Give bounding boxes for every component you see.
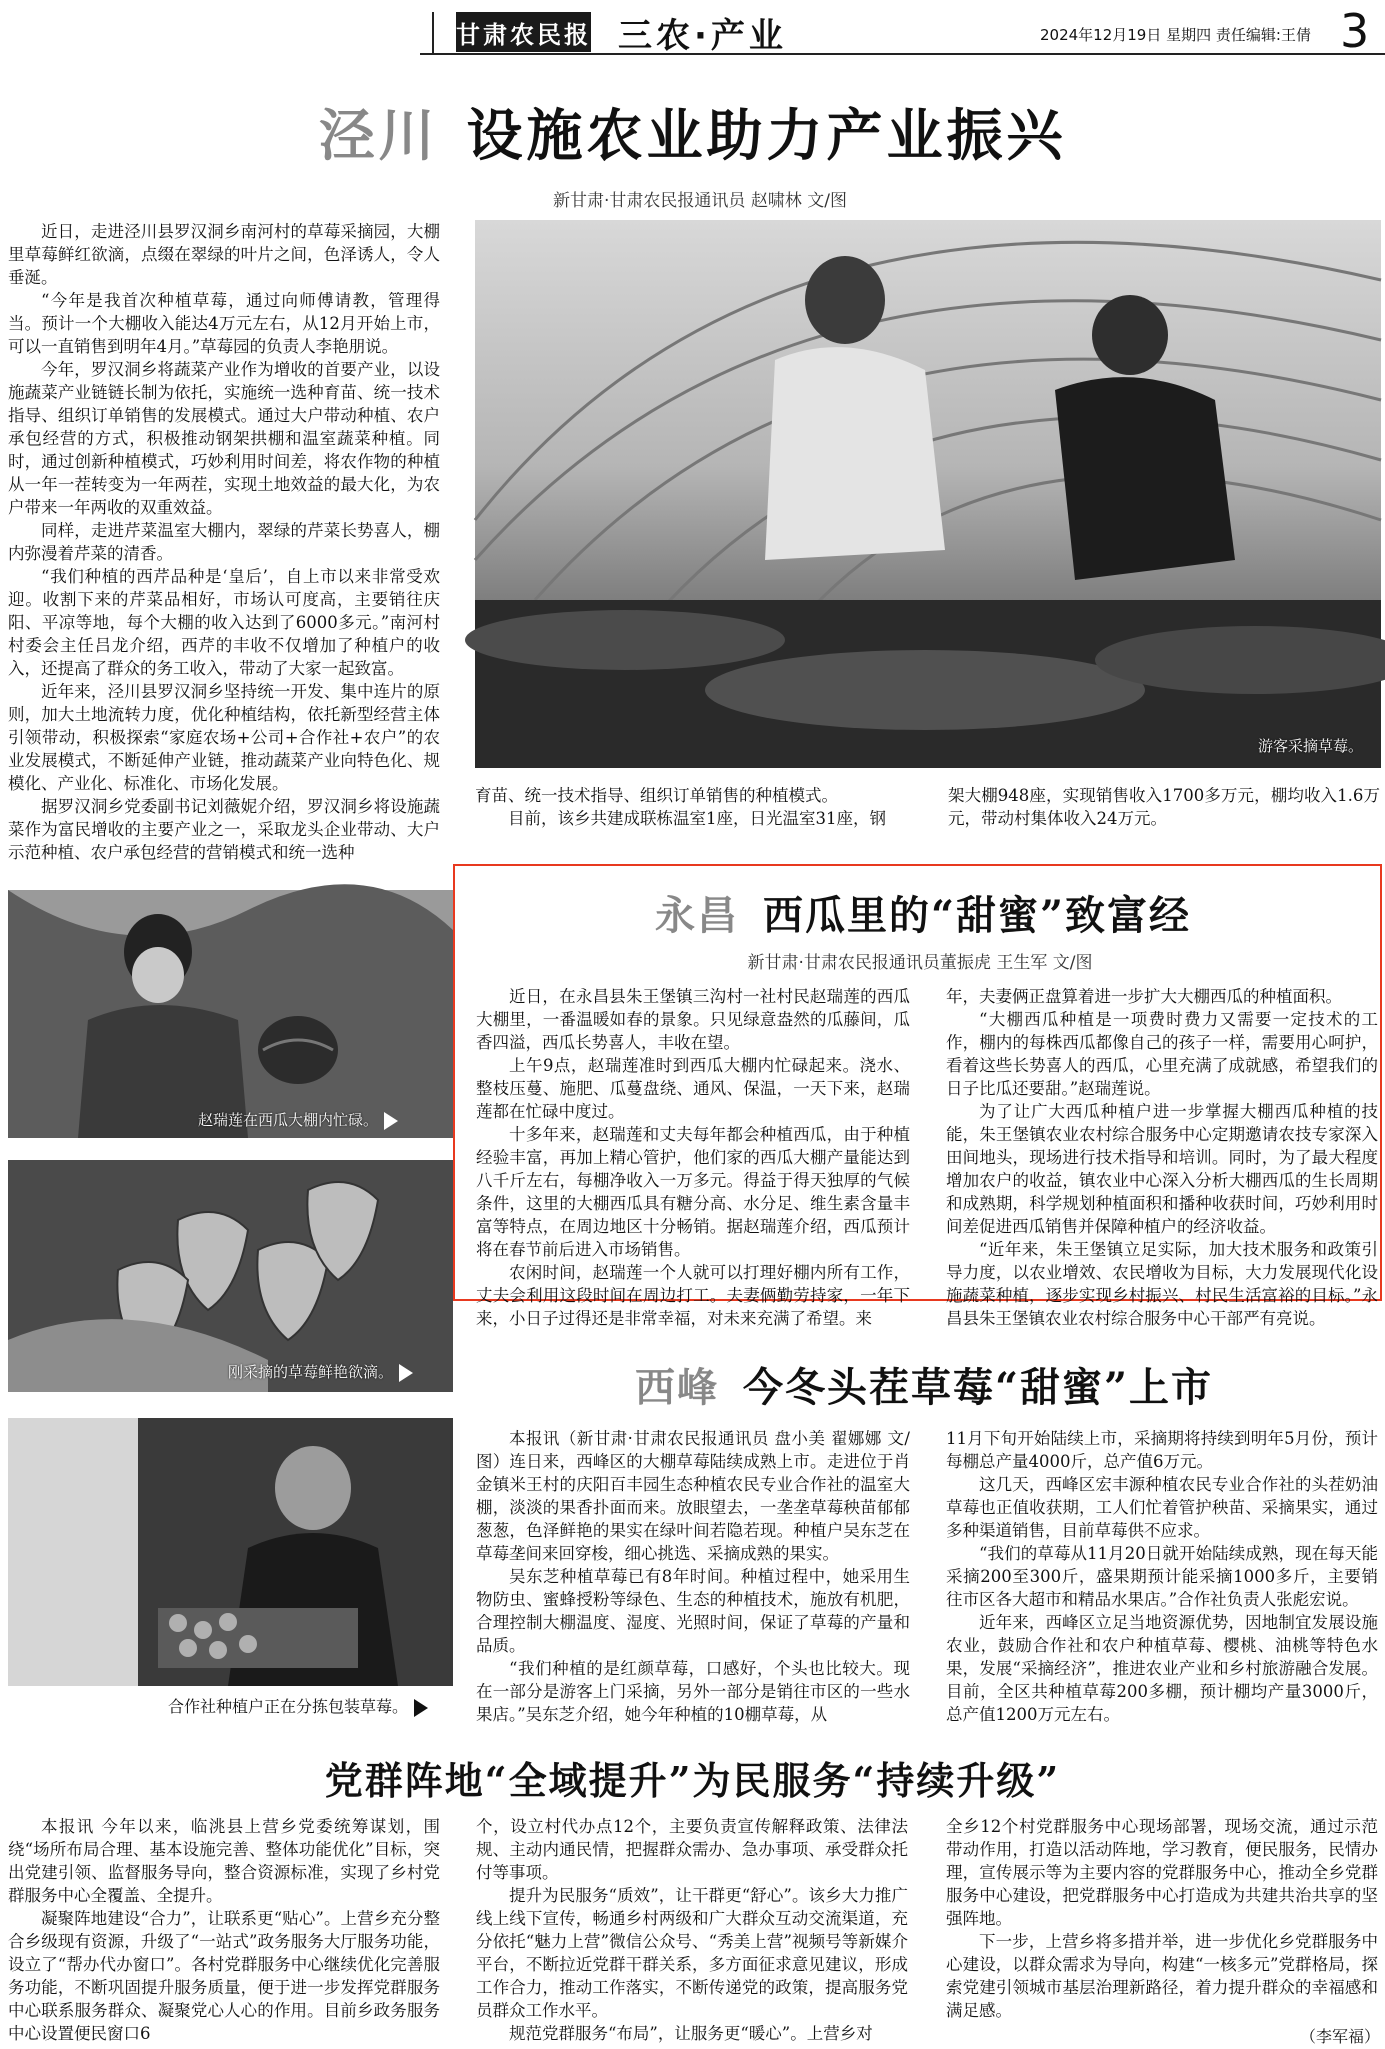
paragraph: 11月下旬开始陆续上市，采摘期将持续到明年5月份，预计每棚总产量4000斤，总产值6万元。 (946, 1429, 1378, 1471)
article3-column-1 (476, 1427, 910, 1724)
paragraph: 全乡12个村党群服务中心现场部署，现场交流，通过示范带动作用，打造以活动阵地，学习教育，便民服务，民情办理，宣传展示等为主要内容的党群服务中心，推动全乡党群服务中心建设，把党群服务中心打造成为共建共治共享的坚强阵地。 (946, 1817, 1378, 1928)
paragraph: “我们种植的是红颜草莓，口感好，个头也比较大。现在一部分是游客上门采摘，另外一部分是销往市区的一些水果店。”吴东芝介绍，她今年种植的10棚草莓，从 (476, 1659, 910, 1724)
paragraph: 近日，走进泾川县罗汉洞乡南河村的草莓采摘园，大棚里草莓鲜红欲滴，点缀在翠绿的叶片之间，色泽诱人，令人垂涎。 (8, 222, 440, 287)
paragraph: 本报讯 今年以来，临洮县上营乡党委统筹谋划，围绕“场所布局合理、基本设施完善、整体功能优化”目标，突出党建引领、监督服务导向，整合资源标准，实现了乡村党群服务中心全覆盖、全提升。 (8, 1817, 440, 1905)
paragraph: 吴东芝种植草莓已有8年时间。种植过程中，她采用生物防虫、蜜蜂授粉等绿色、生态的种植技术，施放有机肥，合理控制大棚温度、湿度、光照时间，保证了草莓的产量和品质。 (476, 1567, 910, 1655)
paragraph: “大棚西瓜种植是一项费时费力又需要一定技术的工作，棚内的每株西瓜都像自己的孩子一样，需要用心呵护，看着这些长势喜人的西瓜，心里充满了成就感，希望我们的日子比瓜还要甜。”赵瑞莲说。 (946, 1010, 1378, 1098)
masthead (0, 0, 1385, 58)
paragraph: 这几天，西峰区宏丰源种植农民专业合作社的头茬奶油草莓也正值收获期，工人们忙着管护秧苗、采摘果实，通过多种渠道销售，目前草莓供不应求。 (946, 1475, 1378, 1540)
paper-logo: 甘肃农民报 (456, 12, 591, 52)
sorting-photo-illustration (8, 1418, 453, 1686)
article4-column-1 (8, 1815, 440, 2045)
strawberries-photo-illustration (8, 1160, 453, 1392)
paragraph: “我们种植的西芹品种是‘皇后’，自上市以来非常受欢迎。收割下来的芹菜品相好，市场认可度高，主要销往庆阳、平凉等地，每个大棚的收入达到了6000多元。”南河村村委会主任吕龙介绍，西芹的丰收不仅增加了种植户的收入，还提高了群众的务工收入，带动了大家一起致富。 (8, 567, 440, 678)
paragraph: 农闲时间，赵瑞莲一个人就可以打理好棚内所有工作，丈夫会利用这段时间在周边打工。夫妻俩勤劳持家，一年下来，小日子过得还是非常幸福，对未来充满了希望。来 (476, 1263, 910, 1328)
masthead-rule (420, 53, 1385, 55)
article1-headline (0, 92, 1385, 172)
article4-credit: （李军福） (1300, 2027, 1381, 2046)
article2-location: 永昌 (655, 892, 739, 939)
paragraph: 今年，罗汉洞乡将蔬菜产业作为增收的首要产业，以设施蔬菜产业链链长制为依托，实施统一选种育苗、统一技术指导、组织订单销售的发展模式。通过大户带动种植、农户承包经营的方式，积极推动钢架拱棚和温室蔬菜种植。同时，通过创新种植模式，巧妙利用时间差，将农作物的种植从一年一茬转变为一年两茬，实现土地效益的最大化，为农户带来一年两收的双重效益。 (8, 360, 440, 517)
fresh-strawberries-photo (8, 1160, 453, 1392)
paragraph: “今年是我首次种植草莓，通过向师傅请教，管理得当。预计一个大棚收入能达4万元左右，从12月开始上市，可以一直销售到明年4月。”草莓园的负责人李艳朋说。 (8, 291, 440, 356)
article1-column-2 (475, 784, 907, 852)
article4-column-3 (946, 1815, 1378, 2020)
paragraph: 十多年来，赵瑞莲和丈夫每年都会种植西瓜，由于种植经验丰富，再加上精心管护，他们家的西瓜大棚产量能达到八千斤左右，每棚净收入一万多元。得益于得天独厚的气候条件，这里的大棚西瓜具有糖分高、水分足、维生素含量丰富等特点，在周边地区十分畅销。据赵瑞莲介绍，西瓜预计将在春节前后进入市场销售。 (476, 1125, 910, 1259)
paragraph: 育苗、统一技术指导、组织订单销售的种植模式。 (475, 786, 838, 805)
photo3-caption-text: 合作社种植户正在分拣包装草莓。 (168, 1697, 409, 1716)
article2-column-1 (476, 985, 910, 1328)
date-editor-line: 2024年12月19日 星期四 责任编辑:王倩 (1040, 26, 1311, 44)
paragraph: 本报讯（新甘肃·甘肃农民报通讯员 盘小美 翟娜娜 文/图）连日来，西峰区的大棚草莓陆续成熟上市。走进位于肖金镇米王村的庆阳百丰园生态种植农民专业合作社的温室大棚，淡淡的果香扑面而来。放眼望去，一垄垄草莓秧苗郁郁葱葱，色泽鲜艳的果实在绿叶间若隐若现。种植户吴东芝在草莓垄间来回穿梭，细心挑选、采摘成熟的果实。 (476, 1429, 910, 1563)
paragraph: 架大棚948座，实现销售收入1700多万元，棚均收入1.6万元，带动村集体收入24万元。 (948, 786, 1380, 828)
paragraph: 下一步，上营乡将多措并举，进一步优化乡党群服务中心建设，以群众需求为导向，构建“一核多元”党群格局，探索党建引领城市基层治理新路径，着力提升群众的幸福感和满足感。 (946, 1932, 1378, 2020)
article3-headline (635, 1356, 1213, 1413)
photo2-caption (228, 1361, 413, 1382)
greenhouse-photo-illustration (475, 220, 1381, 768)
article1-column-3 (948, 784, 1380, 852)
paragraph: “我们的草莓从11月20日就开始陆续成熟，现在每天能采摘200至300斤，盛果期预计能采摘1000多斤，主要销往市区各大超市和精品水果店。”合作社负责人张彪宏说。 (946, 1544, 1378, 1609)
paragraph: 近日，在永昌县朱王堡镇三沟村一社村民赵瑞莲的西瓜大棚里，一番温暖如春的景象。只见绿意盎然的瓜藤间，瓜香四溢，西瓜长势喜人，丰收在望。 (476, 987, 910, 1052)
paragraph: 年，夫妻俩正盘算着进一步扩大大棚西瓜的种植面积。 (946, 987, 1342, 1006)
article2-headline (655, 884, 1191, 941)
watermelon-photo-illustration (8, 890, 453, 1138)
paragraph: 近年来，西峰区立足当地资源优势，因地制宜发展设施农业，鼓励合作社和农户种植草莓、樱桃、油桃等特色水果，发展“采摘经济”，推进农业产业和乡村旅游融合发展。目前，全区共种植草莓200多棚，预计棚均产量3000斤，总产值1200万元左右。 (946, 1613, 1378, 1724)
masthead-divider (432, 12, 434, 54)
paragraph: 提升为民服务“质效”，让干群更“舒心”。该乡大力推广线上线下宣传，畅通乡村两级和广大群众互动交流渠道，充分依托“魅力上营”微信公众号、“秀美上营”视频号等新媒介平台，不断拉近党群干群关系，多方面征求意见建议，形成工作合力，推动工作落实，不断传递党的政策，提高服务党员群众工作水平。 (476, 1886, 908, 2020)
article1-title: 设施农业助力产业振兴 (466, 103, 1067, 169)
watermelon-greenhouse-photo (8, 890, 453, 1138)
article3-title: 今冬头茬草莓“甜蜜”上市 (743, 1364, 1214, 1411)
article1-location: 泾川 (318, 103, 439, 169)
article1-byline: 新甘肃·甘肃农民报通讯员 赵啸林 文/图 (553, 191, 847, 211)
paragraph: 上午9点，赵瑞莲准时到西瓜大棚内忙碌起来。浇水、整枝压蔓、施肥、瓜蔓盘绕、通风、保温，一天下来，赵瑞莲都在忙碌中度过。 (476, 1056, 910, 1121)
paragraph: 规范党群服务“布局”，让服务更“暖心”。上营乡对 (509, 2024, 873, 2043)
paragraph: 同样，走进芹菜温室大棚内，翠绿的芹菜长势喜人，棚内弥漫着芹菜的清香。 (8, 521, 440, 563)
article2-byline: 新甘肃·甘肃农民报通讯员董振虎 王生军 文/图 (747, 953, 1093, 973)
photo2-caption-text: 刚采摘的草莓鲜艳欲滴。 (228, 1363, 394, 1381)
article2-column-2 (946, 985, 1378, 1328)
greenhouse-strawberry-photo (475, 220, 1381, 768)
paragraph: “近年来，朱王堡镇立足实际，加大技术服务和政策引导力度，以农业增效、农民增收为目标，大力发展现代化设施蔬菜种植，逐步实现乡村振兴、村民生活富裕的目标。”永昌县朱王堡镇农业农村综合服务中心干部严有亮说。 (946, 1240, 1378, 1328)
article3-location: 西峰 (635, 1364, 719, 1411)
article1-column-1 (8, 220, 440, 862)
paragraph: 个，设立村代办点12个，主要负责宣传解释政策、法律法规、主动内通民情，把握群众需办、急办事项、承受群众托付等事项。 (476, 1817, 908, 1882)
caption-pointer-icon (399, 1364, 413, 1382)
caption-pointer-icon (414, 1699, 428, 1717)
sorting-strawberries-photo (8, 1418, 453, 1686)
section-title: 三农·产业 (618, 16, 787, 56)
paragraph: 近年来，泾川县罗汉洞乡坚持统一开发、集中连片的原则，加大土地流转力度，优化种植结构，依托新型经营主体引领带动，积极探索“家庭农场+公司+合作社+农户”的农业发展模式，不断延伸产业链，推动蔬菜产业向特色化、规模化、产业化、标准化、市场化发展。 (8, 682, 440, 793)
article3-column-2 (946, 1427, 1378, 1724)
article4-headline: 党群阵地“全域提升”为民服务“持续升级” (324, 1758, 1061, 1803)
paragraph: 为了让广大西瓜种植户进一步掌握大棚西瓜种植的技能，朱王堡镇农业农村综合服务中心定期邀请农技专家深入田间地头，现场进行技术指导和培训。同时，为了最大程度增加农户的收益，镇农业中心深入分析大棚西瓜的生长周期和成熟期，科学规划种植面积和播种收获时间，巧妙利用时间差促进西瓜销售并保障种植户的经济收益。 (946, 1102, 1378, 1236)
paragraph: 据罗汉洞乡党委副书记刘薇妮介绍，罗汉洞乡将设施蔬菜作为富民增收的主要产业之一，采取龙头企业带动、大户示范种植、农户承包经营的营销模式和统一选种 (8, 797, 440, 862)
caption-pointer-icon (384, 1112, 398, 1130)
article2-title: 西瓜里的“甜蜜”致富经 (763, 892, 1192, 939)
article1-photo-caption: 游客采摘草莓。 (1257, 737, 1363, 755)
page-number: 3 (1340, 4, 1370, 58)
paragraph: 凝聚阵地建设“合力”，让联系更“贴心”。上营乡充分整合乡级现有资源，升级了“一站式”政务服务大厅服务功能，设立了“帮办代办窗口”。各村党群服务中心继续优化完善服务功能，不断巩固提升服务质量，便于进一步发挥党群服务中心联系服务群众、凝聚党心人心的作用。目前乡政务服务中心设置便民窗口6 (8, 1909, 440, 2043)
photo1-caption (198, 1109, 398, 1130)
photo3-caption (168, 1694, 428, 1717)
photo1-caption-text: 赵瑞莲在西瓜大棚内忙碌。 (198, 1111, 379, 1129)
article4-column-2 (476, 1815, 908, 2045)
paragraph: 目前，该乡共建成联栋温室1座，日光温室31座，钢 (508, 809, 886, 828)
